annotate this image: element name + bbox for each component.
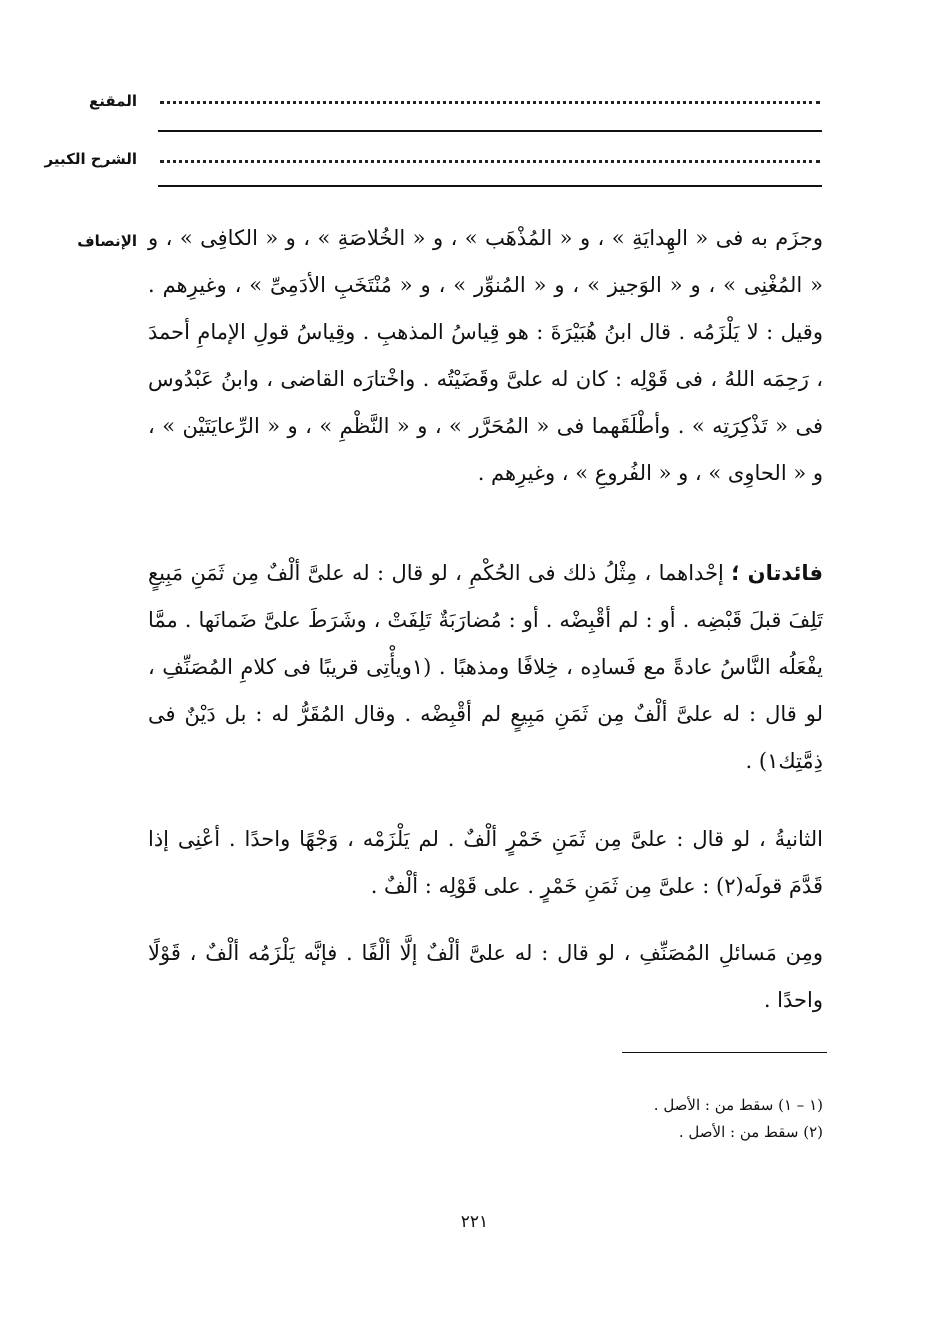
insaf-label: الإنصاف (77, 232, 137, 250)
paragraph-1: وجزَم به فى « الهِدايَةِ » ، و « المُذْهَب » ، و « الخُلاصَةِ » ، و « الكافِى » ، و « المُغْنِى » ، و « الوَجيز » ، و « المُنوِّر » ، و « مُنْتَخَبِ الأدَمِىِّ » ، وغيرِهم . وقيل : لا يَلْزَمُه . قال ابنُ هُبَيْرَةَ : هو قِياسُ المذهبِ . وقِياسُ قولِ الإمامِ أحمدَ ، رَحِمَه اللهُ ، فى قَوْلِه : كان له علىَّ وقَضَيْتُه . واخْتارَه القاضى ، وابنُ عَبْدُوس فى « تَذْكِرَتِه » . وأطْلَقَهما فى « المُحَرَّر » ، و « النَّظْمِ » ، و « الرِّعايَتَيْن » ، و « الحاوِى » ، و « الفُروعِ » ، وغيرِهم . (148, 226, 823, 485)
paragraph-2-text: إحْداهما ، مِثْلُ ذلك فى الحُكْمِ ، لو قال : له علىَّ ألْفٌ مِن ثَمَنِ مَبِيعٍ تَلِفَ قبلَ قَبْضِه . أو : لم أقْبِضْه . أو : مُضارَبَةٌ تَلِفَتْ ، وشَرَطَ علىَّ ضَمانَها . ممَّا يفْعَلُه النَّاسُ عادةً مع فَسادِه ، خِلافًا ومذهبًا . (١ويأْتِى قريبًا فى كلامِ المُصَنِّفِ ، لو قال : له علىَّ ألْفٌ مِن ثَمَنِ مَبِيعٍ لم أقْبِضْه . وقال المُقَرُّ له : بل دَيْنٌ فى ذِمَّتِك١) . (148, 561, 824, 773)
footnote-2: (٢) سقط من : الأصل . (678, 1123, 823, 1141)
top-rule (158, 130, 822, 132)
insaf-body (148, 215, 823, 497)
benefits-body (148, 550, 823, 785)
page-number: ٢٢١ (460, 1212, 489, 1232)
author-issues-body (148, 930, 823, 1024)
muqni-label: المقنع (89, 92, 137, 110)
middle-rule (158, 185, 822, 187)
footnotes (148, 1092, 823, 1146)
paragraph-2 (148, 550, 823, 785)
benefits-heading: فائدتان ؛ (731, 561, 823, 585)
paragraph-4: ومِن مَسائلِ المُصَنِّفِ ، لو قال : له علىَّ ألْفٌ إلَّا ألْفًا . فإنَّه يَلْزَمُه ألْفٌ ، قَوْلًا واحدًا . (148, 941, 823, 1012)
footnote-1: (١ – ١) سقط من : الأصل . (653, 1096, 823, 1114)
sharh-label: الشرح الكبير (44, 150, 137, 168)
footnote-rule (622, 1052, 827, 1053)
second-benefit-body (148, 816, 823, 910)
sharh-dotted-line (160, 160, 820, 165)
paragraph-3: الثانيةُ ، لو قال : علىَّ مِن ثَمَنِ خَمْرٍ ألْفٌ . لم يَلْزَمْه ، وَجْهًا واحدًا . أعْنِى إذا قَدَّمَ قولَه(٢) : علىَّ مِن ثَمَنِ خَمْرٍ . على قَوْلِه : ألْفٌ . (148, 827, 823, 898)
muqni-dotted-line (160, 101, 820, 106)
